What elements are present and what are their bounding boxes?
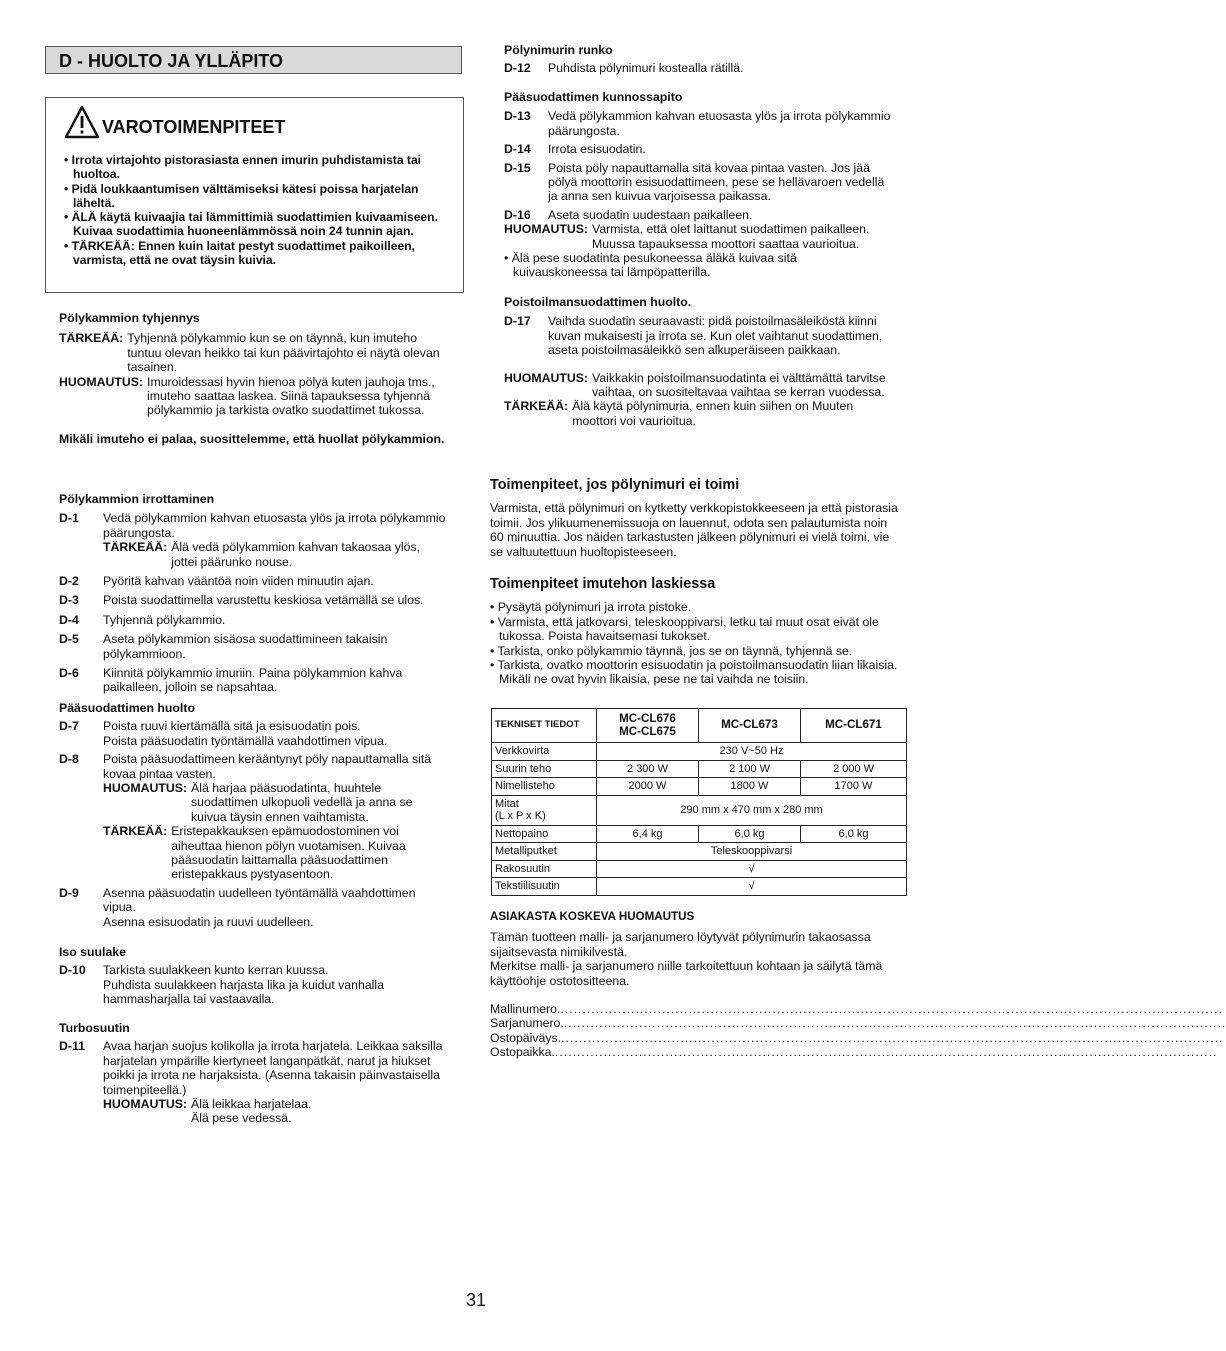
step-d4 xyxy=(59,613,449,627)
step-text: Asenna esisuodatin ja ruuvi uudelleen. xyxy=(103,914,314,929)
table-row xyxy=(492,860,907,878)
exhaust-note xyxy=(504,371,894,400)
table-cell: Nettopaino xyxy=(492,825,597,843)
suction-item: • Tarkista, ovatko moottorin esisuodatin ja poistoilmansuodatin liian likaisia. Mikäli ne ovat hyvin likaisia, pese ne tai vaihda ne toisiin. xyxy=(490,658,898,687)
table-cell: Verkkovirta xyxy=(492,743,597,761)
table-cell: 6,0 kg xyxy=(699,825,801,843)
step-text: Puhdista pölynimuri kostealla rätillä. xyxy=(548,61,744,76)
emptying-note xyxy=(59,375,449,418)
suction-item: • Pysäytä pölynimuri ja irrota pistoke. xyxy=(490,600,692,615)
step-code: D-6 xyxy=(59,666,79,681)
important-label: TÄRKEÄÄ: xyxy=(59,331,124,346)
step-d15 xyxy=(504,161,894,204)
section-title: D - HUOLTO JA YLLÄPITO xyxy=(45,46,462,74)
step-text: Poista pääsuodatin työntämällä vaahdottimen vipua. xyxy=(103,733,388,748)
step-code: D-9 xyxy=(59,885,79,900)
table-cell: Metalliputket xyxy=(492,843,597,861)
table-cell: Teleskooppivarsi xyxy=(597,843,907,861)
step-text: Tarkista suulakkeen kunto kerran kuussa. xyxy=(103,963,329,978)
model-number-field xyxy=(490,1002,1223,1017)
table-row xyxy=(492,878,907,896)
field-label: Ostopaikka. xyxy=(490,1045,555,1060)
table-cell: 1800 W xyxy=(699,778,801,796)
step-d16 xyxy=(504,208,894,222)
important-text: Älä käytä pölynimuria, ennen kuin siihen on Muuten moottori voi vaurioitua. xyxy=(572,399,854,428)
step-note xyxy=(103,781,449,824)
exhaust-section xyxy=(504,295,894,428)
step-text: Kiinnitä pölykammio imuriin. Paina pölykammion kahva paikalleen, jolloin se napsahtaa. xyxy=(103,666,403,695)
warning-item: • Pidä loukkaantumisen välttämiseksi kätesi poissa harjatelan läheltä. xyxy=(64,181,419,210)
step-text: Pyöritä kahvan vääntöä noin viiden minuutin ajan. xyxy=(103,574,374,589)
table-row xyxy=(492,843,907,861)
customer-heading: ASIAKASTA KOSKEVA HUOMAUTUS xyxy=(490,910,695,923)
step-d5 xyxy=(59,632,449,661)
purchase-date-field xyxy=(490,1030,1224,1045)
table-row xyxy=(492,825,907,843)
step-d17 xyxy=(504,314,894,357)
warning-title: VAROTOIMENPITEET xyxy=(102,116,286,137)
nozzle-section xyxy=(59,945,449,1007)
step-d10 xyxy=(59,963,449,1006)
not-working-heading: Toimenpiteet, jos pölynimuri ei toimi xyxy=(490,477,740,493)
step-text: Aseta suodatin uudestaan paikalleen. xyxy=(548,207,753,222)
step-important xyxy=(103,540,449,569)
step-text: Vedä pölykammion kahvan etuosasta ylös ja irrota pölykammio päärungosta. xyxy=(548,109,891,138)
dotted-line: ...................................................................................................................................................... xyxy=(554,1045,1218,1060)
not-working-text: Varmista, että pölynimuri on kytketty verkkopistokkeeseen ja että pistorasia toimii. Jos ylikuumenemissuoja on lauennut, odota sen palautumista noin 60 minuuttia. Jos näiden tarkastusten jälkeen pölynimuri ei vielä toimi, vie se valtuutettuun huoltopisteeseen. xyxy=(490,501,898,559)
exhaust-important xyxy=(504,399,894,428)
step-code: D-11 xyxy=(59,1039,85,1054)
step-d14 xyxy=(504,142,894,156)
step-code: D-4 xyxy=(59,612,79,627)
step-d12 xyxy=(504,61,894,75)
suction-item: • Varmista, että jatkovarsi, teleskooppivarsi, letku tai muut osat eivät ole tukossa. Poista havaitsemasi tukokset. xyxy=(490,614,879,644)
warning-box xyxy=(45,97,464,293)
table-cell: Suurin teho xyxy=(492,760,597,778)
removal-section xyxy=(59,492,449,695)
step-text: Poista pöly napauttamalla sitä kovaa pintaa vasten. Jos jää pölyä moottorin esisuodattimeen, pese se hellävaroen vedellä ja anna sen kuivua varjoisessa paikassa. xyxy=(548,160,885,204)
warning-item: • Irrota virtajohto pistorasiasta ennen imurin puhdistamista tai huoltoa. xyxy=(64,153,422,182)
note-text: Vaikkakin poistoilmansuodatinta ei välttämättä tarvitse vaihtaa, on suositeltavaa vaihtaa se kerran vuodessa. xyxy=(592,370,886,400)
table-cell: Rakosuutin xyxy=(492,860,597,878)
exhaust-heading: Poistoilmansuodattimen huolto. xyxy=(504,295,692,309)
note-text: Älä pese vedessä. xyxy=(191,1111,292,1126)
warning-triangle-icon xyxy=(64,105,100,139)
table-cell: 1700 W xyxy=(801,778,907,796)
step-note xyxy=(103,1097,449,1126)
maintenance-bullet: • Älä pese suodatinta pesukoneessa äläkä kuivaa sitä kuivauskoneessa tai lämpöpatterilla. xyxy=(504,251,797,280)
step-d7 xyxy=(59,719,449,748)
field-label: Sarjanumero. xyxy=(490,1016,564,1031)
table-cell: √ xyxy=(597,860,907,878)
step-code: D-7 xyxy=(59,719,79,734)
step-d11 xyxy=(59,1039,449,1125)
suction-item: • Tarkista, onko pölykammio täynnä, jos se on täynnä, tyhjennä se. xyxy=(490,643,853,658)
step-code: D-12 xyxy=(504,61,531,76)
note-label: HUOMAUTUS: xyxy=(103,1097,188,1112)
step-d13 xyxy=(504,109,894,138)
table-header: TEKNISET TIEDOT xyxy=(492,709,597,743)
table-header: MC-CL671 xyxy=(801,709,907,743)
table-cell: Tekstiilisuutin xyxy=(492,878,597,896)
step-text: Poista suodattimella varustettu keskiosa vetämällä se ulos. xyxy=(103,593,424,608)
table-cell: Mitat (L x P x K) xyxy=(492,795,597,825)
field-label: Ostopäiväys. xyxy=(490,1030,562,1045)
note-text: Imuroidessasi hyvin hienoa pölyä kuten jauhoja tms., imuteho saattaa laskea. Siinä tapauksessa tyhjennä pölykammio ja tarkista ovatko suodattimet tukossa. xyxy=(147,374,435,418)
important-text: Älä vedä pölykammion kahvan takaosaa ylös, jottei päärunko nouse. xyxy=(171,540,421,569)
dotted-line: ...................................................................................................................................................... xyxy=(560,1002,1223,1017)
note-label: HUOMAUTUS: xyxy=(103,781,188,796)
table-row xyxy=(492,760,907,778)
step-text: Poista ruuvi kiertämällä sitä ja esisuodatin pois. xyxy=(103,719,361,734)
maintenance-note xyxy=(504,222,894,251)
customer-section xyxy=(490,910,1226,1060)
note-label: HUOMAUTUS: xyxy=(59,374,144,389)
important-label: TÄRKEÄÄ: xyxy=(103,540,168,555)
bold-note: Mikäli imuteho ei palaa, suosittelemme, että huollat pölykammion. xyxy=(59,431,445,446)
body-heading: Pölynimurin runko xyxy=(504,43,613,57)
table-row xyxy=(492,795,907,825)
serial-number-field xyxy=(490,1016,1226,1031)
maintenance-section xyxy=(504,90,894,280)
step-code: D-16 xyxy=(504,207,531,222)
customer-text: Tämän tuotteen malli- ja sarjanumero löytyvät pölynimurin takaosassa sijaitsevasta nimikilvestä. xyxy=(490,930,871,959)
note-text: Älä harjaa pääsuodatinta, huuhtele suodattimen ulkopuoli vedellä ja anna se kuivua täysin ennen vaihtamista. xyxy=(191,781,413,824)
step-code: D-2 xyxy=(59,574,79,589)
dotted-line: ...................................................................................................................................................... xyxy=(563,1016,1226,1031)
table-row xyxy=(492,743,907,761)
note-label: HUOMAUTUS: xyxy=(504,222,589,237)
step-text: Vaihda suodatin seuraavasti: pidä poistoilmasäleiköstä kiinni kuvan mukaisesti ja irrota se. Kun olet vaihtanut suodattimen, aseta poistoilmasäleikkö sen alkuperäiseen paikkaan. xyxy=(548,314,883,358)
dotted-line: ...................................................................................................................................................... xyxy=(561,1030,1224,1045)
step-code: D-15 xyxy=(504,160,531,175)
warning-item: • ÄLÄ käytä kuivaajia tai lämmittimiä suodattimien kuivaamiseen. Kuivaa suodattimia huoneenlämmössä noin 24 tunnin ajan. xyxy=(64,210,438,239)
important-text: Eristepakkauksen epämuodostominen voi aiheuttaa hienon pölyn vuotamisen. Kuivaa pääsuodatin laittamalla pääsuodattimen eristepakkaus pystyasentoon. xyxy=(171,824,406,882)
maintenance-heading: Pääsuodattimen kunnossapito xyxy=(504,90,683,104)
note-label: HUOMAUTUS: xyxy=(504,370,589,385)
important-label: TÄRKEÄÄ: xyxy=(103,824,168,839)
not-working-section xyxy=(490,478,900,559)
warning-item: • TÄRKEÄÄ: Ennen kuin laitat pestyt suodattimet paikoilleen, varmista, että ne ovat täysin kuivia. xyxy=(64,238,415,268)
table-cell: √ xyxy=(597,878,907,896)
body-section xyxy=(504,43,894,76)
turbo-heading: Turbosuutin xyxy=(59,1021,130,1035)
main-filter-heading: Pääsuodattimen huolto xyxy=(59,701,195,715)
step-d6 xyxy=(59,666,449,695)
step-code: D-8 xyxy=(59,752,79,767)
important-text: Tyhjennä pölykammio kun se on täynnä, kun imuteho tuntuu olevan heikko tai kun päävirtajohto ei näytä olevan tasainen. xyxy=(127,331,440,375)
step-text: Vedä pölykammion kahvan etuosasta ylös ja irrota pölykammio päärungosta. xyxy=(103,511,446,540)
step-code: D-13 xyxy=(504,109,531,124)
table-cell: 2 000 W xyxy=(801,760,907,778)
table-cell: Nimellisteho xyxy=(492,778,597,796)
field-label: Mallinumero. xyxy=(490,1002,561,1017)
warning-list xyxy=(64,153,454,267)
suction-heading: Toimenpiteet imutehon laskiessa xyxy=(490,576,716,592)
step-code: D-10 xyxy=(59,963,86,978)
step-text: Puhdista suulakkeen harjasta lika ja kuidut vanhalla hammasharjalla tai vastaavalla. xyxy=(103,977,384,1007)
removal-heading: Pölykammion irrottaminen xyxy=(59,492,215,506)
customer-text: Merkitse malli- ja sarjanumero niille tarkoitettuun kohtaan ja säilytä tämä käyttöohje ostotositteena. xyxy=(490,959,883,988)
turbo-section xyxy=(59,1021,449,1126)
emptying-section xyxy=(59,311,449,446)
important-label: TÄRKEÄÄ: xyxy=(504,399,569,414)
step-code: D-14 xyxy=(504,142,531,157)
step-text: Irrota esisuodatin. xyxy=(548,142,646,157)
main-filter-section xyxy=(59,701,449,929)
table-cell: 2000 W xyxy=(597,778,699,796)
step-d3 xyxy=(59,593,449,607)
emptying-heading: Pölykammion tyhjennys xyxy=(59,311,200,325)
step-text: Poista pääsuodattimeen kerääntynyt pöly napauttamalla sitä kovaa pintaa vasten. xyxy=(103,752,432,781)
purchase-place-field xyxy=(490,1045,1218,1060)
emptying-important xyxy=(59,331,449,374)
step-d9 xyxy=(59,886,449,929)
note-text: Varmista, että olet laittanut suodattimen paikalleen. Muussa tapauksessa moottori saattaa vaurioitua. xyxy=(592,222,870,251)
step-text: Aseta pölykammion sisäosa suodattimineen takaisin pölykammioon. xyxy=(103,632,388,661)
table-cell: 290 mm x 470 mm x 280 mm xyxy=(597,795,907,825)
table-cell: 2 100 W xyxy=(699,760,801,778)
step-d8 xyxy=(59,752,449,882)
page-number: 31 xyxy=(466,1290,487,1310)
table-header: MC-CL676 MC-CL675 xyxy=(597,709,699,743)
step-important xyxy=(103,824,449,882)
table-cell: 6,0 kg xyxy=(801,825,907,843)
nozzle-heading: Iso suulake xyxy=(59,945,126,959)
table-cell: 6,4 kg xyxy=(597,825,699,843)
step-d2 xyxy=(59,574,449,588)
table-row xyxy=(492,778,907,796)
step-text: Avaa harjan suojus kolikolla ja irrota harjatela. Leikkaa saksilla harjatelan ympärille kiertyneet langanpätkät, narut ja hiukset poikki ja irrota ne harjaksista. (Asenna takaisin päinvastaisella toimenpiteellä.) xyxy=(103,1039,443,1097)
step-code: D-5 xyxy=(59,632,79,647)
note-text: Älä leikkaa harjatelaa. xyxy=(191,1097,312,1112)
table-cell: 230 V~50 Hz xyxy=(597,743,907,761)
warning-header xyxy=(64,104,285,140)
suction-section xyxy=(490,577,902,687)
table-header-row xyxy=(492,709,907,743)
step-text: Asenna pääsuodatin uudelleen työntämällä vaahdottimen vipua. xyxy=(103,885,416,915)
table-header: MC-CL673 xyxy=(699,709,801,743)
step-text: Tyhjennä pölykammio. xyxy=(103,612,226,627)
spec-table xyxy=(491,708,907,896)
step-code: D-17 xyxy=(504,314,531,329)
step-code: D-3 xyxy=(59,593,79,608)
step-code: D-1 xyxy=(59,511,79,526)
table-cell: 2 300 W xyxy=(597,760,699,778)
step-d1 xyxy=(59,511,449,569)
